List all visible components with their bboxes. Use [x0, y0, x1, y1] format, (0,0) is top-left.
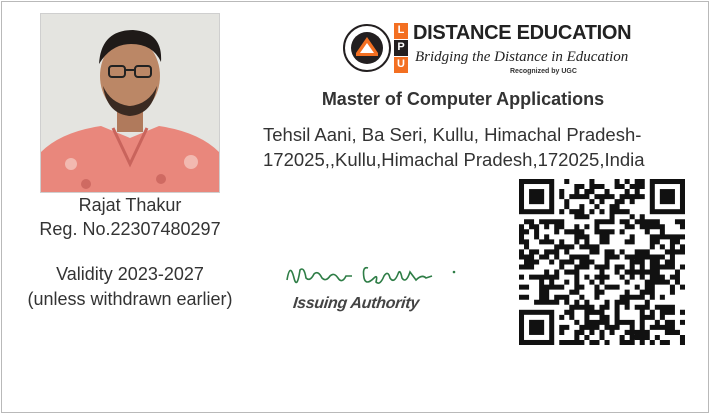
ugc-recognition: Recognized by UGC — [510, 68, 577, 75]
brand-title: DISTANCE EDUCATION — [413, 22, 632, 44]
program-name: Master of Computer Applications — [321, 89, 605, 109]
qr-finder-pattern — [650, 179, 685, 214]
student-photo — [40, 13, 220, 193]
validity-period: Validity 2023-2027 — [56, 264, 204, 284]
registration-number: Reg. No.22307480297 — [39, 219, 221, 239]
signature-image — [282, 256, 462, 296]
qr-finder-pattern — [519, 179, 554, 214]
brand-tagline: Bridging the Distance in Education — [415, 49, 629, 65]
qr-finder-pattern — [519, 310, 554, 345]
address-line-1: Tehsil Aani, Ba Seri, Kullu, Himachal Pradesh- — [263, 124, 642, 145]
id-card — [1, 1, 709, 413]
issuing-authority-label: Issuing Authority — [292, 295, 420, 312]
student-name: Rajat Thakur — [78, 195, 182, 215]
lpu-letters: L P U — [397, 24, 405, 70]
address-line-2: 172025,,Kullu,Himachal Pradesh,172025,India — [263, 149, 645, 170]
qr-code — [519, 179, 685, 345]
validity-note: (unless withdrawn earlier) — [27, 289, 233, 309]
address — [263, 122, 683, 172]
